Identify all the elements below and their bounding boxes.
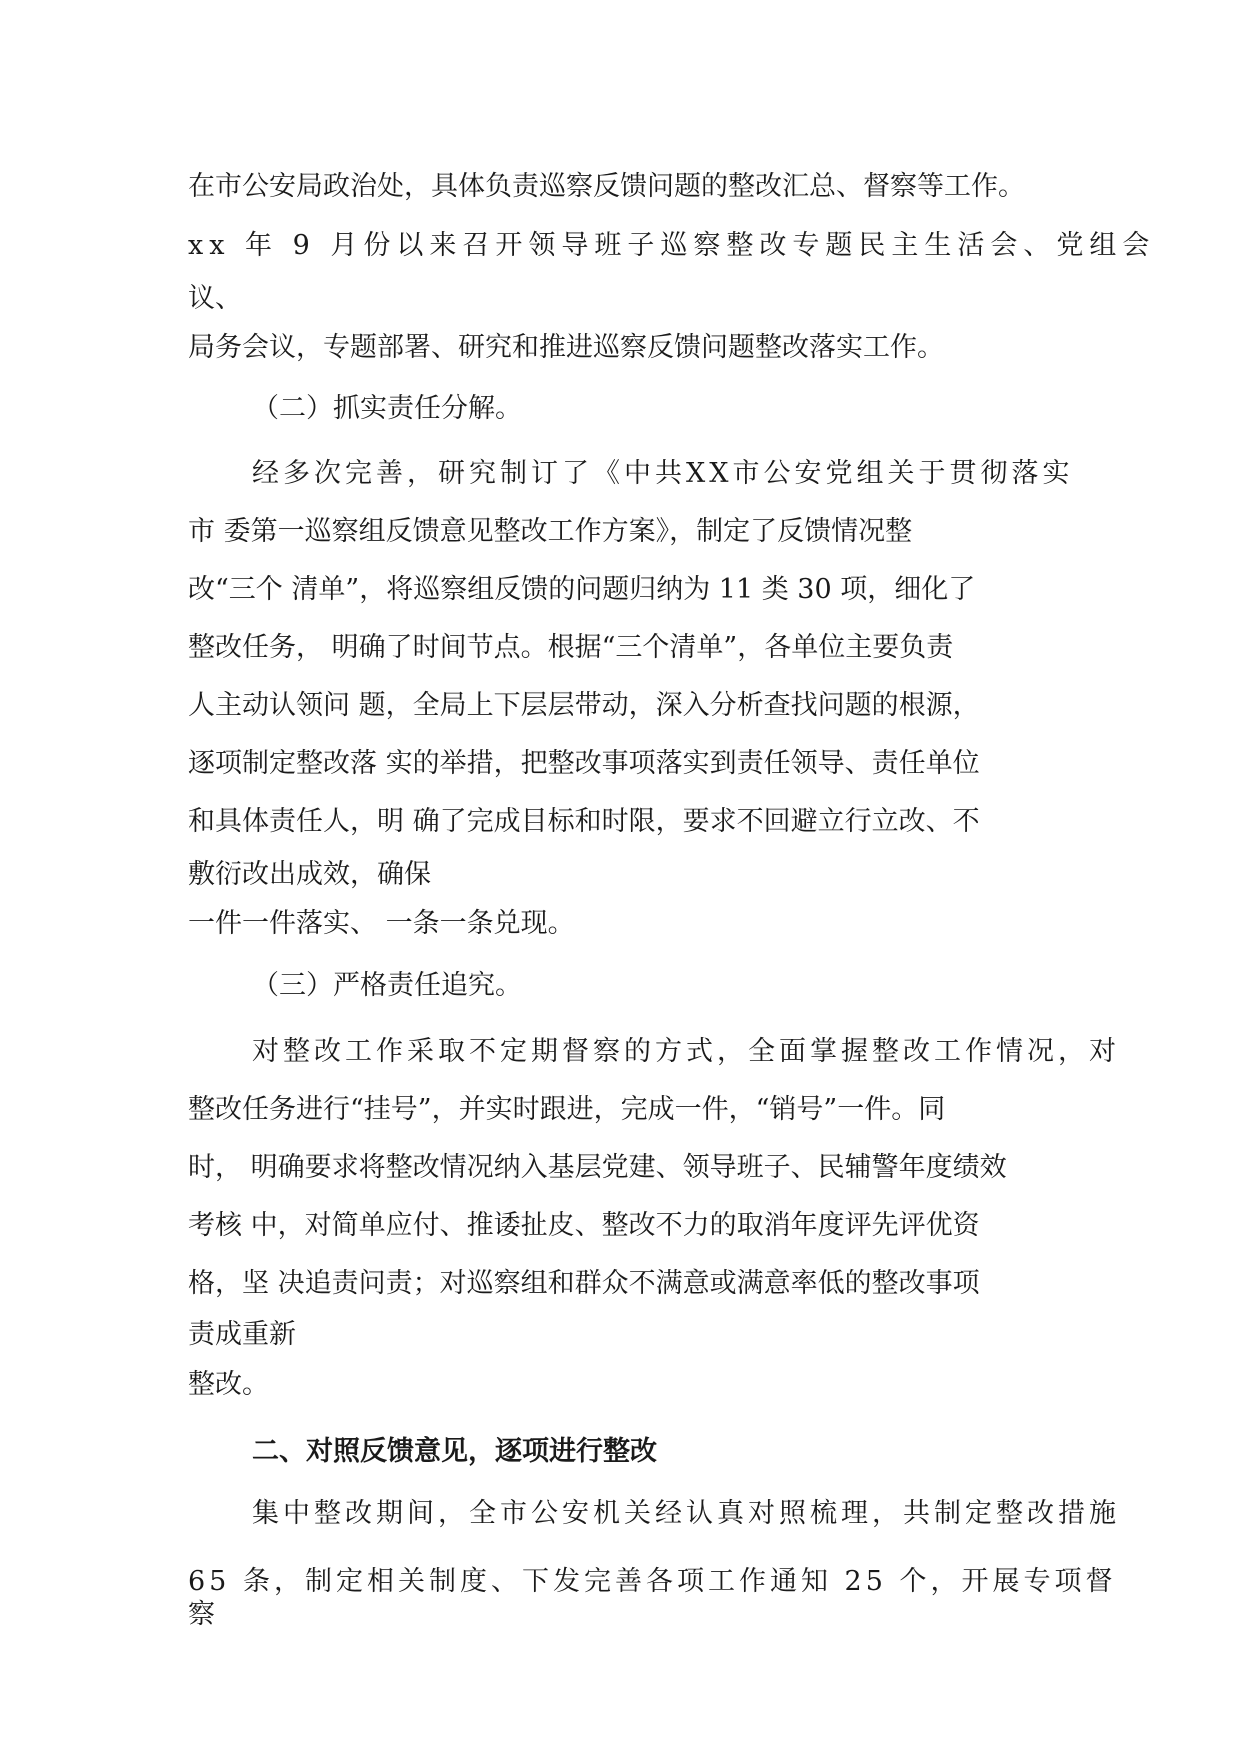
- body-text-line: 考核 中，对简单应付、推诿扯皮、整改不力的取消年度评先评优资: [188, 1210, 980, 1241]
- body-text-line: 时， 明确要求将整改情况纳入基层党建、领导班子、民辅警年度绩效: [188, 1152, 1007, 1183]
- body-text-line: 察: [188, 1599, 215, 1630]
- body-text-line: 整改任务， 明确了时间节点。根据“三个清单”，各单位主要负责: [188, 632, 954, 663]
- body-text-line: 逐项制定整改落 实的举措，把整改事项落实到责任领导、责任单位: [188, 748, 980, 779]
- body-text-line: 整改任务进行“挂号”，并实时跟进，完成一件，“销号”一件。同: [188, 1094, 946, 1125]
- body-text-line: 议、: [188, 283, 242, 314]
- body-text-line: 在市公安局政治处，具体负责巡察反馈问题的整改汇总、督察等工作。: [188, 171, 1025, 202]
- body-text-line: 经多次完善，研究制订了《中共XX市公安党组关于贯彻落实: [252, 458, 1074, 489]
- body-text-line: 一件一件落实、 一条一条兑现。: [188, 908, 575, 939]
- subsection-heading: （二）抓实责任分解。: [252, 393, 522, 424]
- body-text-line: 局务会议，专题部署、研究和推进巡察反馈问题整改落实工作。: [188, 332, 944, 363]
- body-text-line: 整改。: [188, 1369, 269, 1400]
- body-text-line: 人主动认领问 题，全局上下层层带动，深入分析查找问题的根源，: [188, 690, 980, 721]
- body-text-line: 敷衍改出成效，确保: [188, 859, 431, 890]
- body-text-line: xx 年 9 月份以来召开领导班子巡察整改专题民主生活会、党组会: [188, 230, 1156, 261]
- body-text-line: 65 条，制定相关制度、下发完善各项工作通知 25 个，开展专项督: [188, 1566, 1117, 1597]
- body-text-line: 格，坚 决追责问责；对巡察组和群众不满意或满意率低的整改事项: [188, 1268, 980, 1299]
- subsection-heading: （三）严格责任追究。: [252, 970, 522, 1001]
- body-text-line: 责成重新: [188, 1319, 296, 1350]
- body-text-line: 对整改工作采取不定期督察的方式，全面掌握整改工作情况，对: [252, 1036, 1120, 1067]
- body-text-line: 集中整改期间，全市公安机关经认真对照梳理，共制定整改措施: [252, 1498, 1120, 1529]
- body-text-line: 市 委第一巡察组反馈意见整改工作方案》，制定了反馈情况整: [188, 516, 913, 547]
- body-text-line: 和具体责任人，明 确了完成目标和时限，要求不回避立行立改、不: [188, 806, 980, 837]
- body-text-line: 改“三个 清单”，将巡察组反馈的问题归纳为 11 类 30 项，细化了: [188, 574, 976, 605]
- section-heading: 二、对照反馈意见，逐项进行整改: [252, 1436, 657, 1467]
